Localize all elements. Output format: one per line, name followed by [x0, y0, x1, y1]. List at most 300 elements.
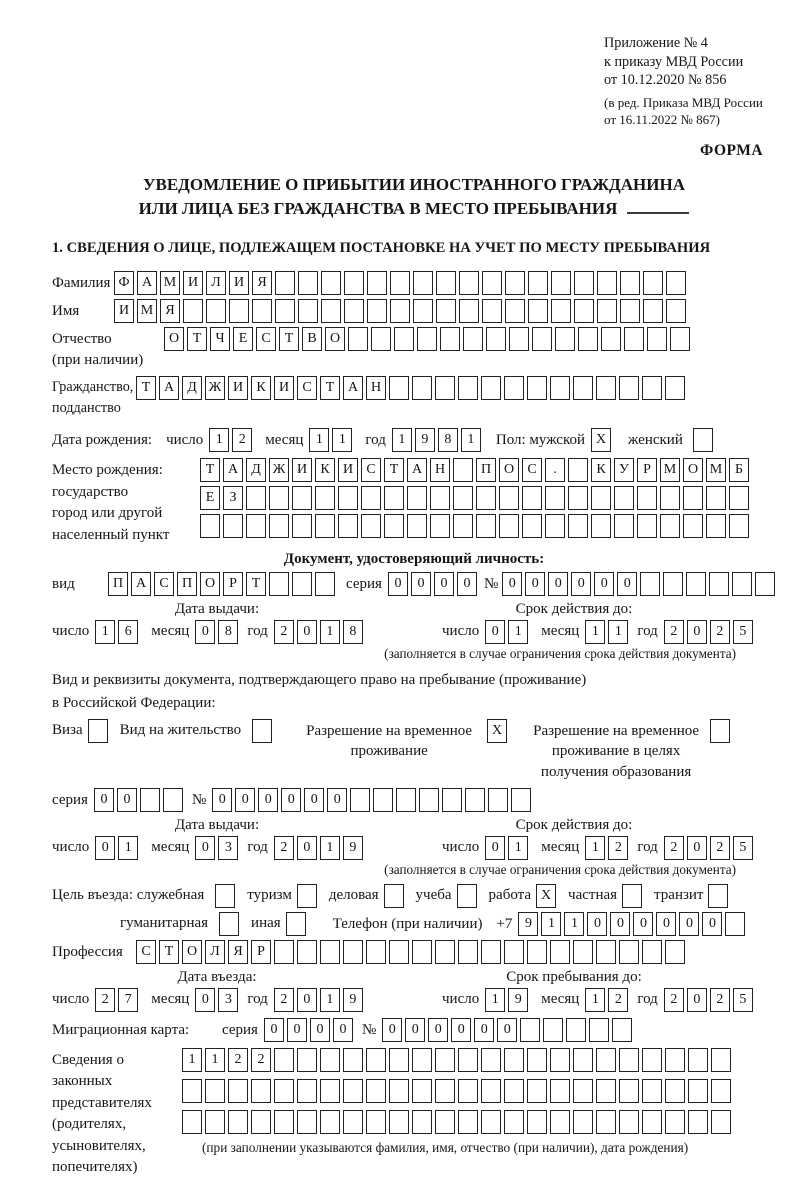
- form-cell[interactable]: [568, 458, 588, 482]
- form-cell[interactable]: [338, 486, 358, 510]
- form-cell[interactable]: [315, 514, 335, 538]
- form-cell[interactable]: [344, 299, 364, 323]
- form-cell[interactable]: 2: [664, 620, 684, 644]
- form-cell[interactable]: А: [159, 376, 179, 400]
- form-cell[interactable]: [619, 1110, 639, 1134]
- form-cell[interactable]: З: [223, 486, 243, 510]
- form-cell[interactable]: [465, 788, 485, 812]
- form-cell[interactable]: [412, 1048, 432, 1072]
- form-cell[interactable]: П: [177, 572, 197, 596]
- form-cell[interactable]: [442, 788, 462, 812]
- form-cell[interactable]: 0: [195, 620, 215, 644]
- form-cell[interactable]: 0: [525, 572, 545, 596]
- form-cell[interactable]: [504, 1110, 524, 1134]
- form-cell[interactable]: [527, 376, 547, 400]
- form-cell[interactable]: [476, 514, 496, 538]
- form-cell[interactable]: 1: [508, 836, 528, 860]
- form-cell[interactable]: Ч: [210, 327, 230, 351]
- form-cell[interactable]: [614, 514, 634, 538]
- form-cell[interactable]: [458, 1079, 478, 1103]
- form-cell[interactable]: [660, 486, 680, 510]
- form-cell[interactable]: [297, 1110, 317, 1134]
- form-cell[interactable]: [612, 1018, 632, 1042]
- form-cell[interactable]: [274, 1079, 294, 1103]
- form-cell[interactable]: [670, 327, 690, 351]
- form-cell[interactable]: [389, 940, 409, 964]
- form-cell[interactable]: 0: [333, 1018, 353, 1042]
- form-cell[interactable]: А: [131, 572, 151, 596]
- form-cell[interactable]: 0: [548, 572, 568, 596]
- form-cell[interactable]: [665, 1110, 685, 1134]
- form-cell[interactable]: [435, 1048, 455, 1072]
- form-cell[interactable]: 3: [218, 836, 238, 860]
- form-cell[interactable]: Т: [384, 458, 404, 482]
- form-cell[interactable]: [274, 1048, 294, 1072]
- form-cell[interactable]: [435, 1110, 455, 1134]
- form-cell[interactable]: [574, 299, 594, 323]
- form-cell[interactable]: [686, 572, 706, 596]
- form-cell[interactable]: [419, 788, 439, 812]
- form-cell[interactable]: 1: [585, 620, 605, 644]
- form-cell[interactable]: 8: [438, 428, 458, 452]
- form-cell[interactable]: [453, 458, 473, 482]
- form-cell[interactable]: 1: [461, 428, 481, 452]
- form-cell[interactable]: [596, 1079, 616, 1103]
- form-cell[interactable]: [458, 940, 478, 964]
- form-cell[interactable]: [709, 572, 729, 596]
- form-cell[interactable]: [390, 299, 410, 323]
- form-cell[interactable]: И: [183, 271, 203, 295]
- form-cell[interactable]: [619, 376, 639, 400]
- form-cell[interactable]: 1: [332, 428, 352, 452]
- form-cell[interactable]: [511, 788, 531, 812]
- form-cell[interactable]: [505, 271, 525, 295]
- form-cell[interactable]: [665, 376, 685, 400]
- form-cell[interactable]: 1: [320, 988, 340, 1012]
- form-cell[interactable]: 0: [656, 912, 676, 936]
- form-cell[interactable]: [665, 1048, 685, 1072]
- form-cell[interactable]: [589, 1018, 609, 1042]
- form-cell[interactable]: М: [660, 458, 680, 482]
- form-cell[interactable]: 2: [608, 988, 628, 1012]
- form-cell[interactable]: [343, 1048, 363, 1072]
- form-cell[interactable]: [614, 486, 634, 510]
- form-cell[interactable]: [436, 299, 456, 323]
- form-cell[interactable]: [643, 271, 663, 295]
- form-cell[interactable]: [532, 327, 552, 351]
- form-cell[interactable]: 1: [508, 620, 528, 644]
- form-cell[interactable]: [269, 572, 289, 596]
- form-cell[interactable]: [550, 1079, 570, 1103]
- form-cell[interactable]: 1: [585, 836, 605, 860]
- form-cell[interactable]: [396, 788, 416, 812]
- form-cell[interactable]: [481, 376, 501, 400]
- form-cell[interactable]: [528, 299, 548, 323]
- form-cell[interactable]: 0: [405, 1018, 425, 1042]
- form-cell[interactable]: О: [182, 940, 202, 964]
- form-cell[interactable]: С: [297, 376, 317, 400]
- form-cell[interactable]: [710, 719, 730, 743]
- form-cell[interactable]: 2: [274, 988, 294, 1012]
- form-cell[interactable]: 0: [434, 572, 454, 596]
- form-cell[interactable]: Р: [223, 572, 243, 596]
- form-cell[interactable]: [298, 271, 318, 295]
- form-cell[interactable]: 9: [343, 836, 363, 860]
- form-cell[interactable]: [520, 1018, 540, 1042]
- form-cell[interactable]: Т: [200, 458, 220, 482]
- form-cell[interactable]: 2: [608, 836, 628, 860]
- form-cell[interactable]: 0: [702, 912, 722, 936]
- form-cell[interactable]: 2: [274, 836, 294, 860]
- form-cell[interactable]: [373, 788, 393, 812]
- form-cell[interactable]: [555, 327, 575, 351]
- form-cell[interactable]: 2: [274, 620, 294, 644]
- form-cell[interactable]: [297, 1079, 317, 1103]
- form-cell[interactable]: [440, 327, 460, 351]
- form-cell[interactable]: Т: [187, 327, 207, 351]
- form-cell[interactable]: .: [545, 458, 565, 482]
- form-cell[interactable]: [348, 327, 368, 351]
- form-cell[interactable]: [389, 376, 409, 400]
- form-cell[interactable]: 0: [451, 1018, 471, 1042]
- form-cell[interactable]: 2: [664, 988, 684, 1012]
- form-cell[interactable]: [183, 299, 203, 323]
- form-cell[interactable]: [384, 884, 404, 908]
- form-cell[interactable]: [435, 940, 455, 964]
- form-cell[interactable]: 0: [687, 836, 707, 860]
- form-cell[interactable]: М: [160, 271, 180, 295]
- form-cell[interactable]: Я: [252, 271, 272, 295]
- form-cell[interactable]: [597, 299, 617, 323]
- form-cell[interactable]: Р: [251, 940, 271, 964]
- form-cell[interactable]: [384, 514, 404, 538]
- form-cell[interactable]: 0: [485, 836, 505, 860]
- form-cell[interactable]: [725, 912, 745, 936]
- form-cell[interactable]: [343, 940, 363, 964]
- form-cell[interactable]: [182, 1110, 202, 1134]
- form-cell[interactable]: [320, 1079, 340, 1103]
- form-cell[interactable]: [596, 1110, 616, 1134]
- form-cell[interactable]: Т: [136, 376, 156, 400]
- form-cell[interactable]: [361, 486, 381, 510]
- form-cell[interactable]: 0: [327, 788, 347, 812]
- form-cell[interactable]: [568, 486, 588, 510]
- form-cell[interactable]: 0: [195, 988, 215, 1012]
- form-cell[interactable]: [269, 486, 289, 510]
- form-cell[interactable]: 0: [617, 572, 637, 596]
- form-cell[interactable]: [711, 1048, 731, 1072]
- form-cell[interactable]: [622, 884, 642, 908]
- form-cell[interactable]: [481, 1079, 501, 1103]
- form-cell[interactable]: [163, 788, 183, 812]
- form-cell[interactable]: [732, 572, 752, 596]
- form-cell[interactable]: 0: [497, 1018, 517, 1042]
- form-cell[interactable]: Б: [729, 458, 749, 482]
- form-cell[interactable]: 1: [118, 836, 138, 860]
- form-cell[interactable]: [729, 486, 749, 510]
- form-cell[interactable]: [504, 1079, 524, 1103]
- form-cell[interactable]: [389, 1048, 409, 1072]
- form-cell[interactable]: С: [154, 572, 174, 596]
- form-cell[interactable]: 9: [343, 988, 363, 1012]
- form-cell[interactable]: [366, 1048, 386, 1072]
- form-cell[interactable]: [522, 486, 542, 510]
- form-cell[interactable]: Н: [430, 458, 450, 482]
- form-cell[interactable]: М: [137, 299, 157, 323]
- form-cell[interactable]: 6: [118, 620, 138, 644]
- form-cell[interactable]: [315, 572, 335, 596]
- form-cell[interactable]: 0: [297, 988, 317, 1012]
- form-cell[interactable]: [601, 327, 621, 351]
- form-cell[interactable]: 3: [218, 988, 238, 1012]
- form-cell[interactable]: [545, 514, 565, 538]
- form-cell[interactable]: [642, 376, 662, 400]
- form-cell[interactable]: [435, 376, 455, 400]
- form-cell[interactable]: Т: [279, 327, 299, 351]
- form-cell[interactable]: [320, 1110, 340, 1134]
- form-cell[interactable]: 0: [610, 912, 630, 936]
- form-cell[interactable]: X: [487, 719, 507, 743]
- form-cell[interactable]: [182, 1079, 202, 1103]
- form-cell[interactable]: [573, 1048, 593, 1072]
- form-cell[interactable]: [755, 572, 775, 596]
- form-cell[interactable]: [624, 327, 644, 351]
- form-cell[interactable]: Т: [159, 940, 179, 964]
- form-cell[interactable]: А: [137, 271, 157, 295]
- form-cell[interactable]: О: [683, 458, 703, 482]
- form-cell[interactable]: [229, 299, 249, 323]
- form-cell[interactable]: [663, 572, 683, 596]
- form-cell[interactable]: [551, 271, 571, 295]
- form-cell[interactable]: [482, 299, 502, 323]
- form-cell[interactable]: 0: [304, 788, 324, 812]
- form-cell[interactable]: 0: [264, 1018, 284, 1042]
- form-cell[interactable]: [711, 1079, 731, 1103]
- form-cell[interactable]: 7: [118, 988, 138, 1012]
- form-cell[interactable]: 0: [428, 1018, 448, 1042]
- form-cell[interactable]: [417, 327, 437, 351]
- form-cell[interactable]: [453, 486, 473, 510]
- form-cell[interactable]: [206, 299, 226, 323]
- form-cell[interactable]: [315, 486, 335, 510]
- form-cell[interactable]: 1: [585, 988, 605, 1012]
- form-cell[interactable]: 0: [195, 836, 215, 860]
- form-cell[interactable]: 0: [310, 1018, 330, 1042]
- form-cell[interactable]: И: [338, 458, 358, 482]
- form-cell[interactable]: [509, 327, 529, 351]
- form-cell[interactable]: [527, 940, 547, 964]
- form-cell[interactable]: О: [164, 327, 184, 351]
- form-cell[interactable]: [384, 486, 404, 510]
- form-cell[interactable]: [88, 719, 108, 743]
- form-cell[interactable]: [436, 271, 456, 295]
- form-cell[interactable]: [550, 940, 570, 964]
- form-cell[interactable]: [223, 514, 243, 538]
- form-cell[interactable]: [350, 788, 370, 812]
- form-cell[interactable]: 0: [687, 620, 707, 644]
- form-cell[interactable]: [430, 486, 450, 510]
- form-cell[interactable]: А: [223, 458, 243, 482]
- form-cell[interactable]: [205, 1079, 225, 1103]
- form-cell[interactable]: [522, 514, 542, 538]
- form-cell[interactable]: [568, 514, 588, 538]
- form-cell[interactable]: [597, 271, 617, 295]
- form-cell[interactable]: [412, 940, 432, 964]
- form-cell[interactable]: 2: [710, 988, 730, 1012]
- form-cell[interactable]: [665, 940, 685, 964]
- form-cell[interactable]: С: [136, 940, 156, 964]
- form-cell[interactable]: [499, 514, 519, 538]
- form-cell[interactable]: 2: [251, 1048, 271, 1072]
- form-cell[interactable]: [219, 912, 239, 936]
- form-cell[interactable]: 5: [733, 620, 753, 644]
- form-cell[interactable]: [504, 940, 524, 964]
- form-cell[interactable]: [246, 486, 266, 510]
- form-cell[interactable]: [683, 486, 703, 510]
- form-cell[interactable]: [412, 1079, 432, 1103]
- form-cell[interactable]: [550, 1048, 570, 1072]
- form-cell[interactable]: [459, 299, 479, 323]
- form-cell[interactable]: К: [251, 376, 271, 400]
- form-cell[interactable]: [708, 884, 728, 908]
- form-cell[interactable]: 0: [474, 1018, 494, 1042]
- form-cell[interactable]: [688, 1110, 708, 1134]
- form-cell[interactable]: 0: [587, 912, 607, 936]
- form-cell[interactable]: [286, 912, 306, 936]
- form-cell[interactable]: [413, 271, 433, 295]
- form-cell[interactable]: [338, 514, 358, 538]
- form-cell[interactable]: С: [256, 327, 276, 351]
- form-cell[interactable]: [269, 514, 289, 538]
- form-cell[interactable]: 0: [687, 988, 707, 1012]
- form-cell[interactable]: [292, 572, 312, 596]
- form-cell[interactable]: И: [228, 376, 248, 400]
- form-cell[interactable]: 0: [411, 572, 431, 596]
- form-cell[interactable]: 9: [518, 912, 538, 936]
- form-cell[interactable]: 0: [287, 1018, 307, 1042]
- form-cell[interactable]: П: [108, 572, 128, 596]
- form-cell[interactable]: [486, 327, 506, 351]
- form-cell[interactable]: [545, 486, 565, 510]
- form-cell[interactable]: [573, 940, 593, 964]
- form-cell[interactable]: [643, 299, 663, 323]
- form-cell[interactable]: [343, 1079, 363, 1103]
- form-cell[interactable]: К: [315, 458, 335, 482]
- form-cell[interactable]: [275, 271, 295, 295]
- form-cell[interactable]: [574, 271, 594, 295]
- form-cell[interactable]: 1: [205, 1048, 225, 1072]
- form-cell[interactable]: [275, 299, 295, 323]
- form-cell[interactable]: [435, 1079, 455, 1103]
- form-cell[interactable]: [688, 1048, 708, 1072]
- form-cell[interactable]: [367, 271, 387, 295]
- form-cell[interactable]: [642, 1079, 662, 1103]
- form-cell[interactable]: И: [229, 271, 249, 295]
- form-cell[interactable]: 1: [608, 620, 628, 644]
- form-cell[interactable]: 0: [212, 788, 232, 812]
- form-cell[interactable]: 2: [228, 1048, 248, 1072]
- form-cell[interactable]: [344, 271, 364, 295]
- form-cell[interactable]: А: [343, 376, 363, 400]
- form-cell[interactable]: [200, 514, 220, 538]
- form-cell[interactable]: 1: [209, 428, 229, 452]
- form-cell[interactable]: [297, 1048, 317, 1072]
- form-cell[interactable]: [647, 327, 667, 351]
- form-cell[interactable]: У: [614, 458, 634, 482]
- form-cell[interactable]: Ж: [205, 376, 225, 400]
- form-cell[interactable]: Я: [228, 940, 248, 964]
- form-cell[interactable]: [543, 1018, 563, 1042]
- form-cell[interactable]: 9: [508, 988, 528, 1012]
- form-cell[interactable]: [215, 884, 235, 908]
- form-cell[interactable]: И: [274, 376, 294, 400]
- form-cell[interactable]: [298, 299, 318, 323]
- form-cell[interactable]: [693, 428, 713, 452]
- form-cell[interactable]: [481, 1048, 501, 1072]
- form-cell[interactable]: [228, 1079, 248, 1103]
- form-cell[interactable]: 8: [343, 620, 363, 644]
- form-cell[interactable]: [292, 486, 312, 510]
- form-cell[interactable]: [619, 940, 639, 964]
- form-cell[interactable]: 1: [182, 1048, 202, 1072]
- form-cell[interactable]: [527, 1048, 547, 1072]
- form-cell[interactable]: [366, 1110, 386, 1134]
- form-cell[interactable]: [321, 299, 341, 323]
- form-cell[interactable]: [407, 486, 427, 510]
- form-cell[interactable]: Т: [320, 376, 340, 400]
- form-cell[interactable]: 1: [309, 428, 329, 452]
- form-cell[interactable]: [367, 299, 387, 323]
- form-cell[interactable]: [453, 514, 473, 538]
- form-cell[interactable]: [620, 299, 640, 323]
- form-cell[interactable]: [246, 514, 266, 538]
- form-cell[interactable]: [619, 1048, 639, 1072]
- form-cell[interactable]: М: [706, 458, 726, 482]
- form-cell[interactable]: [412, 376, 432, 400]
- form-cell[interactable]: 0: [117, 788, 137, 812]
- form-cell[interactable]: 0: [382, 1018, 402, 1042]
- form-cell[interactable]: 0: [95, 836, 115, 860]
- form-cell[interactable]: [343, 1110, 363, 1134]
- form-cell[interactable]: [321, 271, 341, 295]
- form-cell[interactable]: [274, 1110, 294, 1134]
- form-cell[interactable]: В: [302, 327, 322, 351]
- form-cell[interactable]: [482, 271, 502, 295]
- form-cell[interactable]: [371, 327, 391, 351]
- form-cell[interactable]: [619, 1079, 639, 1103]
- form-cell[interactable]: Д: [246, 458, 266, 482]
- form-cell[interactable]: [527, 1079, 547, 1103]
- form-cell[interactable]: 1: [564, 912, 584, 936]
- form-cell[interactable]: Л: [206, 271, 226, 295]
- form-cell[interactable]: [389, 1079, 409, 1103]
- form-cell[interactable]: [251, 1079, 271, 1103]
- form-cell[interactable]: [591, 486, 611, 510]
- form-cell[interactable]: Я: [160, 299, 180, 323]
- form-cell[interactable]: [457, 884, 477, 908]
- form-cell[interactable]: [499, 486, 519, 510]
- form-cell[interactable]: [666, 271, 686, 295]
- form-cell[interactable]: Л: [205, 940, 225, 964]
- form-cell[interactable]: [361, 514, 381, 538]
- form-cell[interactable]: [481, 1110, 501, 1134]
- form-cell[interactable]: [660, 514, 680, 538]
- form-cell[interactable]: [596, 1048, 616, 1072]
- form-cell[interactable]: [463, 327, 483, 351]
- form-cell[interactable]: Е: [200, 486, 220, 510]
- form-cell[interactable]: [642, 940, 662, 964]
- form-cell[interactable]: [711, 1110, 731, 1134]
